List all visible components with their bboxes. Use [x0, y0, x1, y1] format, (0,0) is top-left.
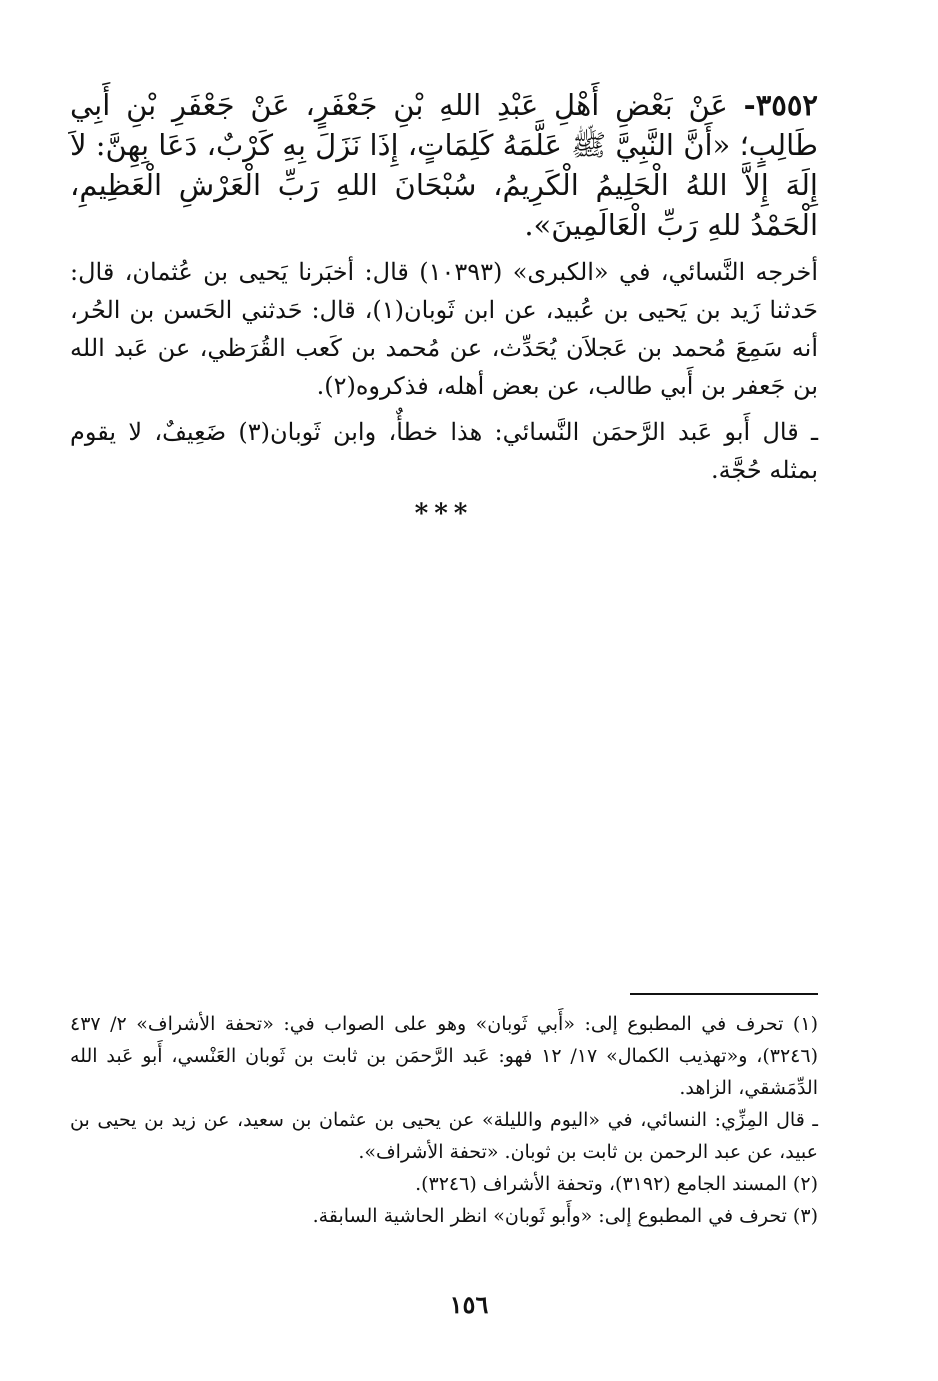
main-text	[70, 85, 818, 529]
takhrij-paragraph: أخرجه النَّسائي، في «الكبرى» (١٠٣٩٣) قال: أخبَرنا يَحيى بن عُثمان، قال: حَدثنا زَيد بن يَحيى بن عُبيد، عن ابن ثَوبان(١)، قال: حَدثني الحَسن بن الحُر، أنه سَمِعَ مُحمد بن عَجلاَن يُحَدِّث، عن مُحمد بن كَعب القُرَظي، عن عَبد الله بن جَعفر بن أَبي طالب، عن بعض أهله، فذكروه(٢).	[70, 258, 819, 400]
footnote-rule	[630, 993, 818, 995]
hadith-paragraph	[70, 85, 818, 245]
comment-paragraph: ـ قال أَبو عَبد الرَّحمَن النَّسائي: هذا خطأٌ، وابن ثَوبان(٣) ضَعِيفٌ، لا يقوم بمثله حُجَّة.	[70, 418, 818, 484]
page-number: ١٥٦	[449, 1290, 489, 1319]
hadith-matn: «أَنَّ النَّبِيَّ ﷺ عَلَّمَهُ كَلِمَاتٍ، إِذَا نَزَلَ بِهِ كَرْبٌ، دَعَا بِهِنَّ: لاَ إِلَهَ إِلاَّ اللهُ الْحَلِيمُ الْكَرِيمُ، سُبْحَانَ اللهِ رَبِّ الْعَرْشِ الْعَظِيمِ، الْحَمْدُ للهِ رَبِّ الْعَالَمِينَ».	[70, 128, 818, 242]
footnote-1-note: ـ قال المِزِّي: النسائي، في «اليوم والليلة» عن يحيى بن عثمان بن سعيد، عن زيد بن يحيى بن عبيد، عن عبد الرحمن بن ثابت بن ثوبان. «تحفة الأشراف».	[70, 1109, 818, 1163]
hadith-number: ٣٥٥٢-	[743, 88, 818, 122]
footnote-3: (٣) تحرف في المطبوع إلى: «وأَبو ثَوبان» انظر الحاشية السابقة.	[312, 1205, 818, 1227]
footnote-1: (١) تحرف في المطبوع إلى: «أَبي ثَوبان» وهو على الصواب في: «تحفة الأشراف» ٢/ ٤٣٧ (٣٢٤٦)، و«تهذيب الكمال» ١٧/ ١٢ فهو: عَبد الرَّحمَن بن ثابت بن ثَوبان العَنْسي، أَبو عَبد الله الدِّمَشقي، الزاهد.	[70, 1013, 818, 1099]
footnotes	[70, 1008, 818, 1232]
hadith-isnad: عَنْ بَعْضِ أَهْلِ عَبْدِ اللهِ بْنِ جَعْفَرٍ، عَنْ جَعْفَرِ بْنِ أَبِي طَالِبٍ؛	[70, 88, 819, 162]
section-separator: ***	[414, 499, 474, 529]
footnote-2: (٢) المسند الجامع (٣١٩٢)، وتحفة الأشراف (٣٢٤٦).	[415, 1173, 818, 1195]
